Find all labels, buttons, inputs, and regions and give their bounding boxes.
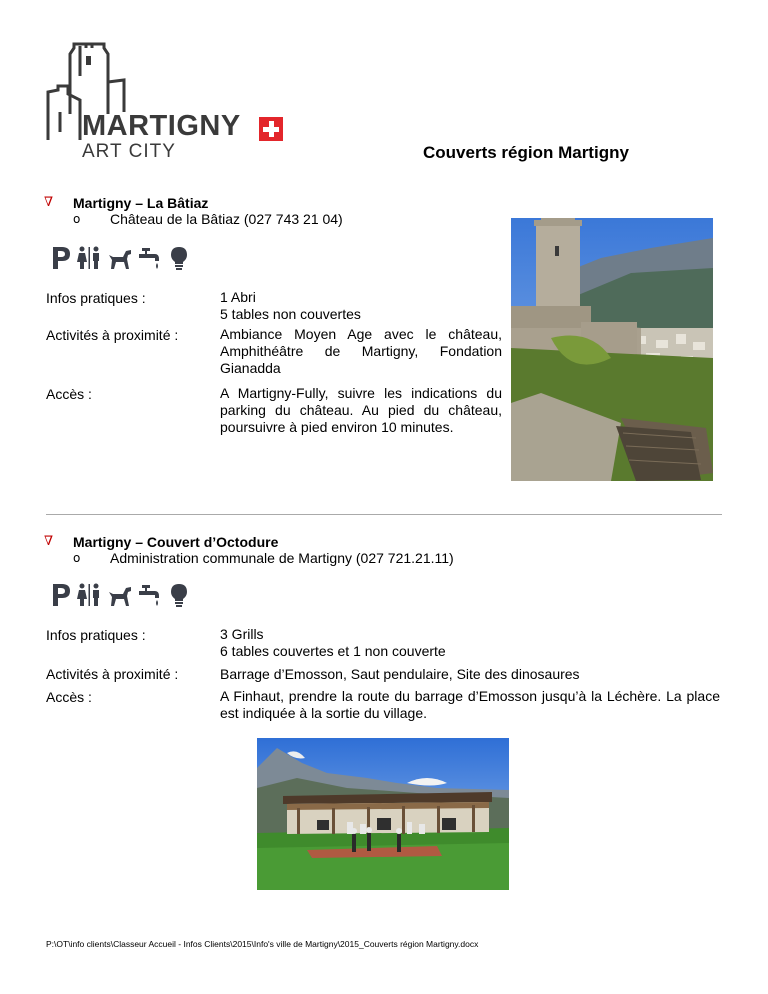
page-title: Couverts région Martigny xyxy=(423,143,629,162)
dog-icon xyxy=(107,582,133,608)
batiaz-castle-photo xyxy=(511,218,713,481)
parking-icon xyxy=(50,582,72,608)
activites-value-octodure: Barrage d’Emosson, Saut pendulaire, Site des dinosaures xyxy=(220,666,580,682)
octodure-shelter-photo xyxy=(257,738,509,890)
swiss-cross-icon xyxy=(259,117,283,141)
light-bulb-icon xyxy=(168,582,190,608)
section-contact-octodure: Administration communale de Martigny (027 721.21.11) xyxy=(110,550,454,566)
light-bulb-icon xyxy=(168,245,190,271)
acces-label-octodure: Accès : xyxy=(46,689,92,705)
parking-icon xyxy=(50,245,72,271)
section-title-octodure: Martigny – Couvert d’Octodure xyxy=(73,534,279,550)
dog-icon xyxy=(107,245,133,271)
acces-label-batiaz: Accès : xyxy=(46,386,92,402)
triangle-bullet-icon: ∇ xyxy=(44,534,54,549)
infos-line: 3 Grills xyxy=(220,626,264,642)
file-path-footer: P:\OT\info clients\Classeur Accueil - Infos Clients\2015\Info's ville de Martigny\2015_Couverts région Martigny.docx xyxy=(46,939,479,949)
acces-value-batiaz: A Martigny-Fully, suivre les indications du parking du château. Au pied du château, poursuivre à pied environ 10 minutes. xyxy=(220,385,502,435)
water-tap-icon xyxy=(137,245,163,271)
acces-value-octodure: A Finhaut, prendre la route du barrage d’Emosson jusqu’à la Léchère. La place est indiquée à la sortie du village. xyxy=(220,688,720,721)
triangle-bullet-icon: ∇ xyxy=(44,195,54,210)
section-divider xyxy=(46,514,722,515)
infos-line: 5 tables non couvertes xyxy=(220,306,361,322)
amenity-icons-batiaz xyxy=(50,245,190,273)
circle-bullet-icon: o xyxy=(73,551,81,565)
activites-value-batiaz: Ambiance Moyen Age avec le château, Amphithéâtre de Martigny, Fondation Gianadda xyxy=(220,326,502,376)
toilets-icon xyxy=(76,582,102,608)
infos-line: 6 tables couvertes et 1 non couverte xyxy=(220,643,446,659)
activites-label-batiaz: Activités à proximité : xyxy=(46,327,179,343)
circle-bullet-icon: o xyxy=(73,212,81,226)
logo-wordmark: MARTIGNY xyxy=(82,110,241,142)
infos-label-octodure: Infos pratiques : xyxy=(46,627,146,643)
infos-label-batiaz: Infos pratiques : xyxy=(46,290,146,306)
water-tap-icon xyxy=(137,582,163,608)
logo-tagline: ART CITY xyxy=(82,141,176,162)
section-contact-batiaz: Château de la Bâtiaz (027 743 21 04) xyxy=(110,211,343,227)
infos-value-batiaz xyxy=(220,289,502,323)
infos-line: 1 Abri xyxy=(220,289,256,305)
section-title-batiaz: Martigny – La Bâtiaz xyxy=(73,195,209,211)
amenity-icons-octodure xyxy=(50,582,190,610)
activites-label-octodure: Activités à proximité : xyxy=(46,666,179,682)
infos-value-octodure xyxy=(220,626,720,660)
toilets-icon xyxy=(76,245,102,271)
